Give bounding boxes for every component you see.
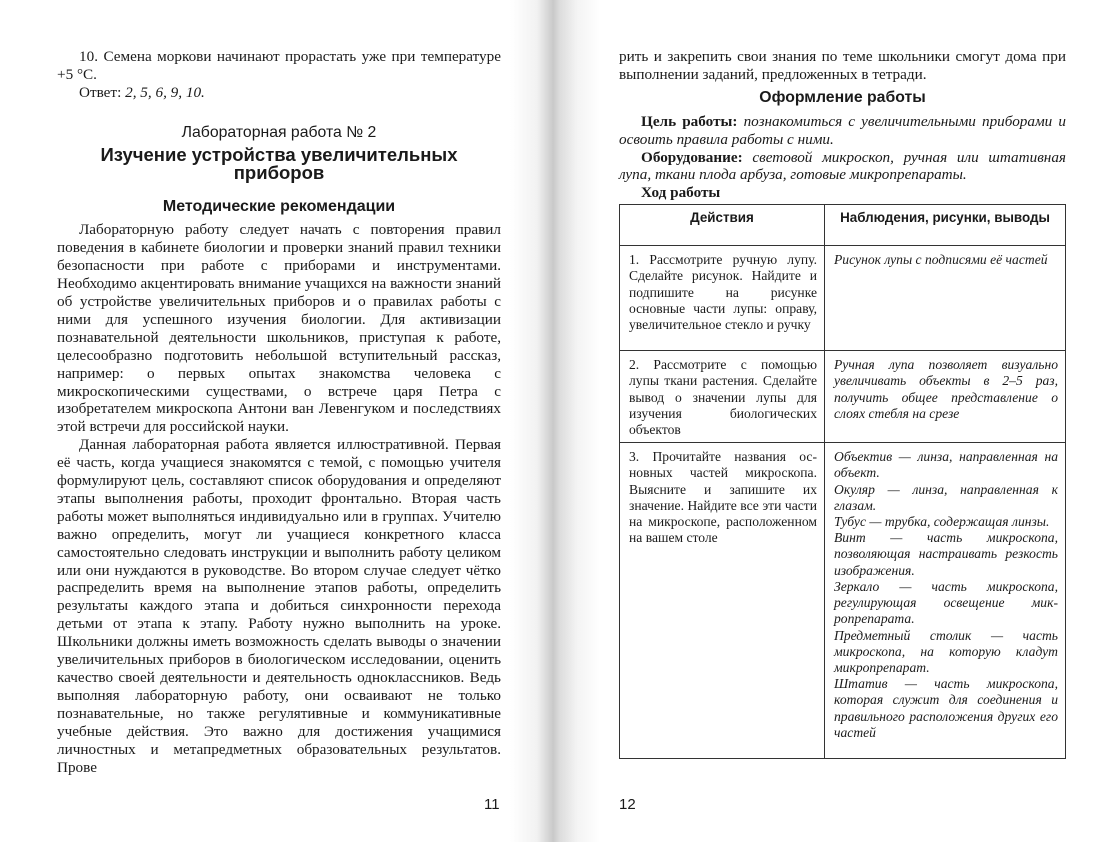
goal-label: Цель работы: [641,112,744,130]
observation-cell [825,246,1066,351]
procedure-heading: Ход работы [641,184,721,202]
answer-value: 2, 5, 6, 9, 10. [125,83,205,101]
page-number-right: 12 [619,796,636,813]
section-heading-design: Оформление работы [759,88,926,106]
goal-text: познакомиться с увеличительными приборами и освоить правила работы с ними. [619,112,1066,148]
table-row [620,443,1066,759]
table-row [620,351,1066,443]
paragraph: Лабораторную работу следует начать с повторения правил поведения в кабинете биологии и проверки знаний правил техники безопасности при работе с приборами и инструментами. Необходимо акцентировать внимание учащихся на важности знаний об устройстве увеличительных приборов и о правилах работы с ними для успешного изучения биологии. Для активизации познавательной деятельности школьников, приступая к работе, целесообразно подготовить небольшой вступительный рассказ, например: о первых опытах знакомства человека с микроскопическими существами, о встрече царя Петра с изобретателем микроскопа Антони ван Левенгуком и последствиях этой встречи для российской науки. [57,221,501,436]
action-cell: 3. Прочитайте названия основных частей микроскопа. Выясните и запишите их значение. Найдите все эти части на микроскопе, расположенном на вашем столе [620,443,825,759]
observation-line: Ручная лупа позволяет визуально увеличивать объекты в 2–5 раз, получить общее представление о слоях стебля на срезе [834,357,1058,421]
table-header-row [620,205,1066,246]
action-cell: 1. Рассмотрите ручную лупу. Сделайте рисунок. Найдите и подпишите на рисунке основные части лупы: оправу, увеличительное стекло и ручку [620,246,825,351]
item-10: 10. Семена моркови начинают прорастать уже при температуре +5 °С. [57,48,501,83]
observation-line: Окуляр — линза, направленная к глазам. [834,481,1058,513]
left-column [57,48,501,776]
equipment-text: световой микроскоп, ручная или штативная лупа, ткани плода арбуза, готовые микропрепараты. [619,148,1066,184]
observation-line: Предметный столик — часть микроскопа, на которую кладут микропрепарат. [834,627,1058,675]
lab-heading: Лабораторная работа № 2 [181,123,377,141]
right-page [575,0,1110,842]
table-header-observations: Наблюдения, рисунки, выводы [825,205,1066,246]
observation-line: Винт — часть микроскопа, позволяющая настраивать резкость изображения. [834,530,1058,578]
equipment-line [619,149,1066,185]
observation-line: Зеркало — часть микроскопа, регулирующая освещение микропрепарата. [834,578,1058,627]
goal-line [619,113,1066,149]
table-row [620,246,1066,351]
right-column [619,48,1066,759]
observation-cell [825,443,1066,759]
equipment-label: Оборудование: [641,148,753,166]
paragraph: Данная лабораторная работа является иллюстративной. Первая её часть, когда учащиеся знакомятся с темой, с помощью учителя формулируют цель, составляют список оборудования и определяют этапы выполнения работы, проходит фронтально. Вторая часть работы может выполняться индивидуально или в группах. Учителю важно определить, могут ли учащиеся конкретного класса самостоятельно следовать инструкции и выполнить работу целиком или они нуждаются в руководстве. Во втором случае следует чётко распределить время на выполнение этапов работы, определить результаты каждого этапа и добиться синхронности перехода детьми от этапа к этапу. Работу нужно выполнить на уроке. Школьники должны иметь возможность сделать выводы о значении увеличительных приборов в биологическом исследовании, оценить качество своей деятельности и деятельность одноклассников. Ведь выполняя лабораторную работу, они осваивают не только познавательные, но также регулятивные и коммуникативные учебные действия. Это важно для достижения учащимися личностных и метапредметных образовательных результатов. Прове [57,436,501,776]
table-header-actions: Действия [620,205,825,246]
procedure-table [619,204,1066,759]
action-cell: 2. Рассмотрите с помощью лупы ткани растения. Сделайте вывод о значении лупы для изучения биологических объектов [620,351,825,443]
section-heading-method: Методические рекомендации [162,198,396,216]
answer-label: Ответ: [79,83,126,101]
left-page [0,0,540,842]
lab-title: Изучение устройства увеличительных приборов [100,143,458,183]
observation-line: Объектив — линза, направленная на объект. [834,449,1058,481]
observation-line: Рисунок лупы с подписями её частей [834,252,1048,268]
continuation-text: рить и закрепить свои знания по теме школьники смогут дома при выполнении заданий, предложенных в тетради. [619,48,1066,83]
answer-line [57,84,501,102]
observation-line: Штатив — часть микроскопа, которая служит для соединения и правильного расположения других его частей [834,676,1058,740]
page-number-left: 11 [484,796,500,813]
observation-line: Тубус — трубка, содержащая линзы. [834,514,1050,530]
observation-cell [825,351,1066,443]
